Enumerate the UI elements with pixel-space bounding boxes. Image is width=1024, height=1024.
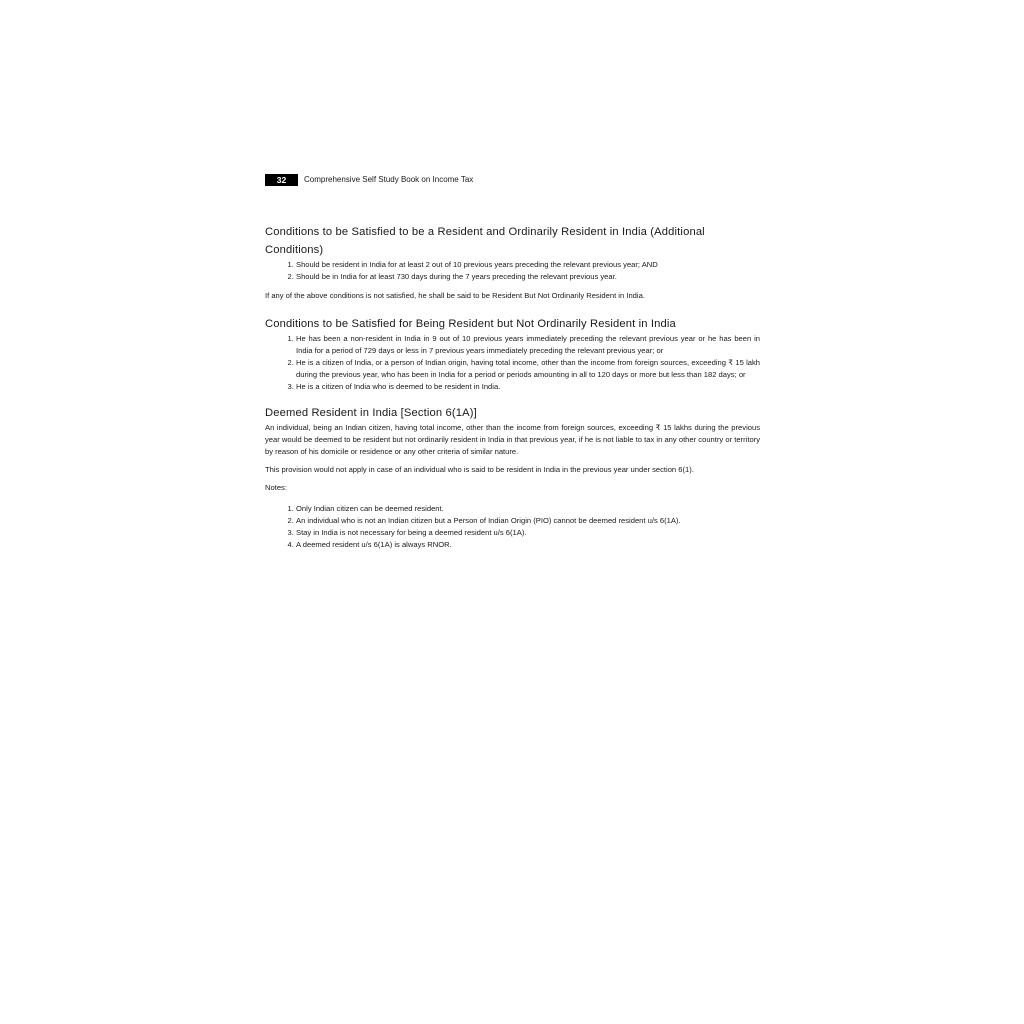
deemed-resident-paragraph: An individual, being an Indian citizen, having total income, other than the income from foreign sources, exceeding ₹ 15 lakhs during the previous year would be deemed to be resident but not ordinarily resident in India in that previous year, if he is not liable to tax in any other country or territory by reason of his domicile or residence or any other criteria of similar nature. [265, 422, 760, 457]
running-head [265, 174, 760, 186]
list-item: 1. He has been a non-resident in India in 9 out of 10 previous years immediately preceding the relevant previous year or he has been in India for a period of 729 days or less in 7 previous years immediately preceding the relevant previous year; or [296, 333, 760, 357]
heading-ordinarily-resident: Conditions to be Satisfied to be a Resident and Ordinarily Resident in India (Additional Conditions) [265, 226, 705, 256]
not-ordinarily-resident-conditions-list [265, 333, 760, 394]
deemed-resident-exception-paragraph: This provision would not apply in case of an individual who is said to be resident in India in the previous year under section 6(1). [265, 465, 694, 475]
list-item: 1. Only Indian citizen can be deemed resident. [296, 503, 760, 515]
list-item: 2. Should be in India for at least 730 days during the 7 years preceding the relevant previous year. [296, 271, 760, 283]
list-item: 3. Stay in India is not necessary for being a deemed resident u/s 6(1A). [296, 527, 760, 539]
heading-not-ordinarily-resident: Conditions to be Satisfied for Being Resident but Not Ordinarily Resident in India [265, 317, 676, 330]
list-item: 1. Should be resident in India for at least 2 out of 10 previous years preceding the relevant previous year; AND [296, 259, 760, 271]
list-item: 3. He is a citizen of India who is deemed to be resident in India. [296, 381, 760, 393]
notes-label: Notes: [265, 483, 287, 493]
list-item: 4. A deemed resident u/s 6(1A) is always RNOR. [296, 539, 760, 551]
ordinarily-resident-conditions-list [265, 259, 760, 283]
heading-deemed-resident: Deemed Resident in India [Section 6(1A)] [265, 406, 477, 419]
page-number: 32 [265, 174, 298, 186]
ordinarily-resident-note: If any of the above conditions is not satisfied, he shall be said to be Resident But Not Ordinarily Resident in India. [265, 291, 645, 301]
book-title: Comprehensive Self Study Book on Income Tax [304, 175, 474, 184]
list-item: 2. An individual who is not an Indian citizen but a Person of Indian Origin (PIO) cannot be deemed resident u/s 6(1A). [296, 515, 760, 527]
book-page [265, 174, 760, 551]
list-item: 2. He is a citizen of India, or a person of Indian origin, having total income, other than the income from foreign sources, exceeding ₹ 15 lakh during the previous year, who has been in India for a period or periods amounting in all to 120 days or more but less than 182 days; or [296, 357, 760, 381]
deemed-resident-notes-list [265, 503, 760, 552]
